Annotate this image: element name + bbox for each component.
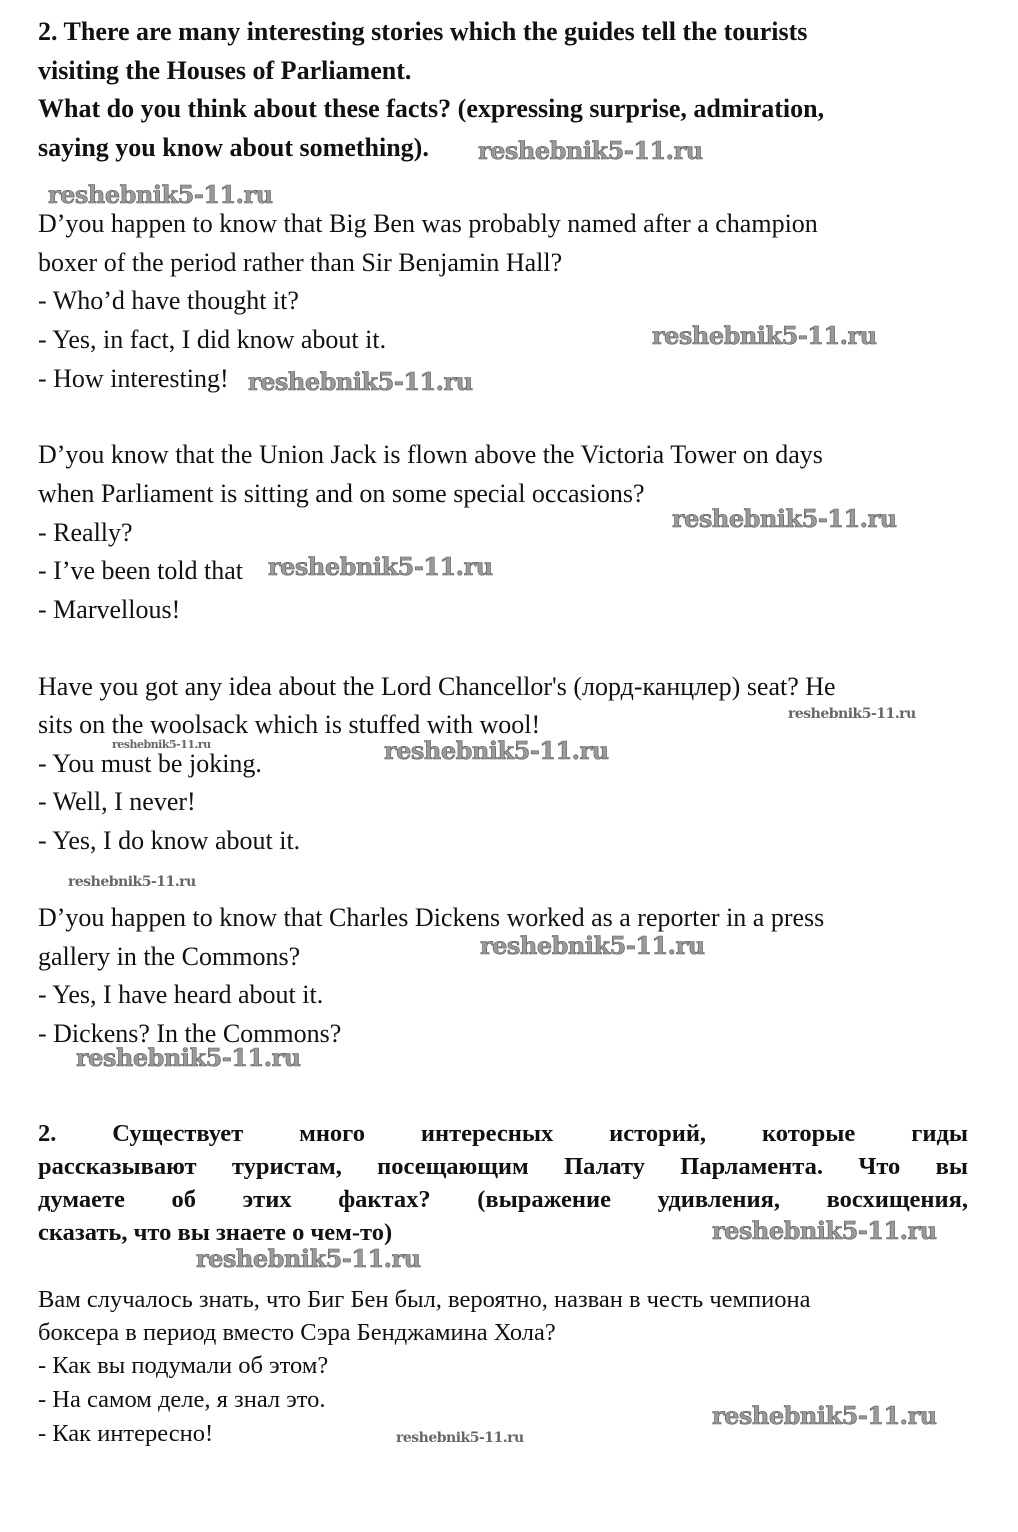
paragraph-line: D’you know that the Union Jack is flown above the Victoria Tower on days [38, 440, 823, 469]
reply-ru-line: - На самом деле, я знал это. [38, 1386, 326, 1413]
watermark: reshebnik5-11.ru [48, 180, 273, 209]
watermark: reshebnik5-11.ru [672, 504, 897, 533]
watermark: reshebnik5-11.ru [268, 552, 493, 581]
heading-line: What do you think about these facts? (expressing surprise, admiration, [38, 94, 825, 123]
watermark: reshebnik5-11.ru [478, 136, 703, 165]
heading-line: saying you know about something). [38, 133, 429, 162]
watermark: reshebnik5-11.ru [480, 931, 705, 960]
reply-line: - Who’d have thought it? [38, 286, 299, 315]
heading-line: 2. There are many interesting stories which the guides tell the tourists [38, 17, 808, 46]
watermark: reshebnik5-11.ru [712, 1216, 937, 1245]
heading-ru-line: рассказывают туристам, посещающим Палату Парламента. Что вы [38, 1153, 968, 1180]
reply-line: - Yes, I do know about it. [38, 826, 301, 855]
watermark: reshebnik5-11.ru [76, 1043, 301, 1072]
watermark: reshebnik5-11.ru [68, 874, 196, 890]
paragraph-line: gallery in the Commons? [38, 942, 301, 971]
watermark: reshebnik5-11.ru [248, 367, 473, 396]
reply-ru-line: - Как вы подумали об этом? [38, 1352, 329, 1379]
paragraph-line: boxer of the period rather than Sir Benjamin Hall? [38, 248, 563, 277]
heading-ru-line: думаете об этих фактах? (выражение удивления, восхищения, [38, 1186, 968, 1213]
paragraph-line: Have you got any idea about the Lord Chancellor's (лорд-канцлер) seat? He [38, 672, 836, 701]
watermark: reshebnik5-11.ru [396, 1430, 524, 1446]
watermark: reshebnik5-11.ru [712, 1401, 937, 1430]
reply-line: - Yes, I have heard about it. [38, 980, 324, 1009]
reply-line: - How interesting! [38, 364, 229, 393]
reply-line: - Yes, in fact, I did know about it. [38, 325, 387, 354]
heading-line: visiting the Houses of Parliament. [38, 56, 412, 85]
reply-line: - Dickens? In the Commons? [38, 1019, 342, 1048]
reply-line: - Really? [38, 518, 133, 547]
reply-line: - You must be joking. [38, 749, 262, 778]
reply-line: - I’ve been told that [38, 556, 244, 585]
paragraph-line: sits on the woolsack which is stuffed with wool! [38, 710, 541, 739]
paragraph-line: D’you happen to know that Big Ben was probably named after a champion [38, 209, 818, 238]
paragraph-line: when Parliament is sitting and on some special occasions? [38, 479, 645, 508]
paragraph-ru-line: боксера в период вместо Сэра Бенджамина Хола? [38, 1319, 556, 1346]
watermark: reshebnik5-11.ru [384, 736, 609, 765]
watermark: reshebnik5-11.ru [788, 706, 916, 722]
reply-ru-line: - Как интересно! [38, 1420, 214, 1447]
watermark: reshebnik5-11.ru [652, 321, 877, 350]
paragraph-ru-line: Вам случалось знать, что Биг Бен был, вероятно, назван в честь чемпиона [38, 1286, 811, 1313]
watermark: reshebnik5-11.ru [112, 738, 211, 751]
paragraph-line: D’you happen to know that Charles Dickens worked as a reporter in a press [38, 903, 825, 932]
watermark: reshebnik5-11.ru [196, 1244, 421, 1273]
heading-ru-line: 2. Существует много интересных историй, которые гиды [38, 1120, 968, 1147]
reply-line: - Marvellous! [38, 595, 181, 624]
reply-line: - Well, I never! [38, 787, 196, 816]
heading-ru-line: сказать, что вы знаете о чем-то) [38, 1219, 393, 1246]
